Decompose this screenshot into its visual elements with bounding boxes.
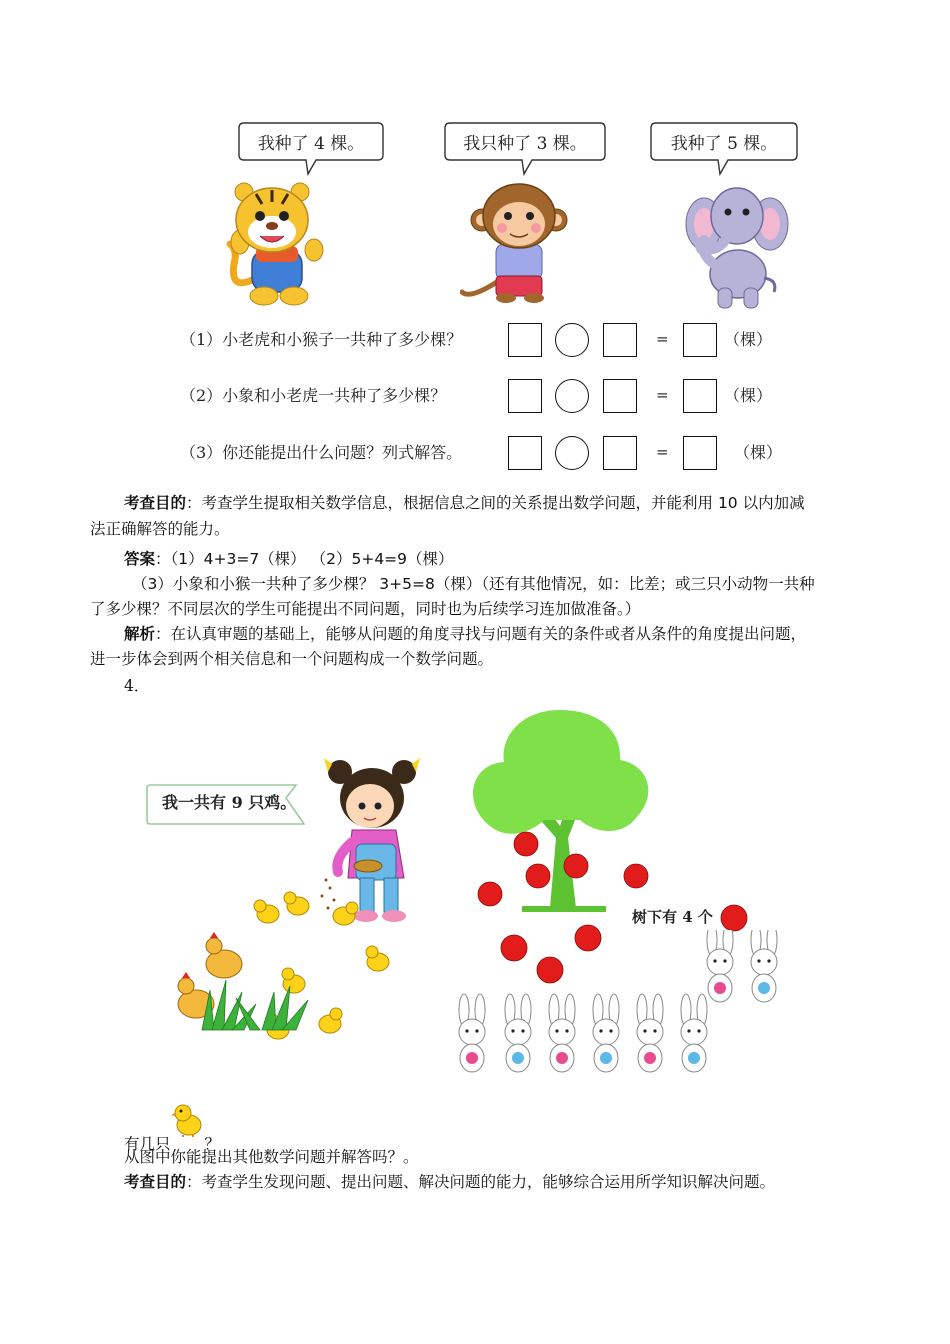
question-2-text: （2）小象和小老虎一共种了多少棵？ [180,386,447,405]
chick-icon [171,1107,205,1137]
elephant-speech-bubble [650,122,798,178]
p3-answer-line2: （3）小象和小猴一共种了多少棵？ 3+5=8（棵）（还有其他情况，如：比差；或三只小动物一共种 [132,575,815,593]
q3-equals-sign: = [656,443,669,461]
rabbits-illustration [450,930,800,1080]
p4-question2: 从图中你能提出其他数学问题并解答吗？。 [124,1148,419,1166]
question-3-text: （3）你还能提出什么问题？列式解答。 [180,443,463,462]
apple-icon [721,905,747,931]
q1-equals-sign: = [656,330,669,348]
q3-operator-circle[interactable] [555,436,589,470]
analysis-text: ：在认真审题的基础上，能够从问题的角度寻找与问题有关的条件或者从条件的角度提出问题， [155,625,807,643]
purpose-label: 考查目的 [124,494,187,512]
question-prefix: 有几只 [124,1135,171,1153]
tiger-illustration [222,180,326,310]
tiger-bubble-text: 我种了 4 棵。 [257,133,365,154]
q2-result-box[interactable] [683,379,717,413]
hen-icon [206,932,242,978]
p4-purpose-text: ：考查学生发现问题、提出问题、解决问题的能力，能够综合运用所学知识解决问题。 [186,1173,776,1191]
q1-answer-box-b[interactable] [603,323,637,357]
apple-tree-illustration [460,708,660,918]
tree-label-text: 树下有 4 个 [632,908,713,926]
q2-answer-box-b[interactable] [603,379,637,413]
girl-speech-bubble [146,784,306,830]
q3-unit-label: （棵） [734,443,783,462]
q2-equals-sign: = [656,386,669,404]
question-1-text: （1）小老虎和小猴子一共种了多少棵？ [180,330,463,349]
p3-purpose-line2: 法正确解答的能力。 [90,520,230,538]
rabbit-icon [593,994,619,1072]
purpose-text: ：考查学生提取相关数学信息，根据信息之间的关系提出数学问题，并能利用 10 以内加减 [186,494,805,512]
chickens-and-chicks-scene [166,880,416,1060]
rabbit-icon [637,994,663,1072]
q1-answer-box-a[interactable] [508,323,542,357]
q3-answer-box-a[interactable] [508,436,542,470]
monkey-bubble-text: 我只种了 3 棵。 [463,133,587,154]
q1-result-box[interactable] [683,323,717,357]
elephant-illustration [684,180,790,312]
rabbit-icon [459,994,485,1072]
p3-answer-line1 [124,547,454,572]
p3-answer-line3: 了多少棵？不同层次的学生可能提出不同问题，同时也为后续学习连加做准备。） [90,600,641,618]
elephant-bubble-text: 我种了 5 棵。 [670,133,778,154]
tiger-speech-bubble [238,122,384,178]
q2-operator-circle[interactable] [555,379,589,413]
p3-analysis-line1 [124,622,806,647]
rabbit-icon [751,930,777,1002]
rabbit-icon [505,994,531,1072]
problem-4-number: 4． [124,677,150,695]
p4-purpose-line [124,1170,775,1195]
q1-operator-circle[interactable] [555,323,589,357]
rabbit-icon [549,994,575,1072]
p3-analysis-line2: 进一步体会到两个相关信息和一个问题构成一个数学问题。 [90,650,494,668]
rabbit-icon [707,930,733,1002]
p3-purpose-line1 [124,491,805,516]
girl-bubble-text: 我一共有 9 只鸡。 [162,792,297,812]
monkey-illustration [460,180,570,304]
q3-answer-box-b[interactable] [603,436,637,470]
monkey-speech-bubble [444,122,606,178]
q2-answer-box-a[interactable] [508,379,542,413]
rabbit-icon [681,994,707,1072]
question-suffix: ？ [204,1135,221,1153]
answer-text: ：（1）4+3=7（棵） （2）5+4=9（棵） [155,550,454,568]
q1-unit-label: （棵） [724,330,773,349]
answer-label: 答案 [124,550,156,568]
q3-result-box[interactable] [683,436,717,470]
analysis-label: 解析 [124,625,156,643]
p4-purpose-label: 考查目的 [124,1173,187,1191]
q2-unit-label: （棵） [724,386,773,405]
